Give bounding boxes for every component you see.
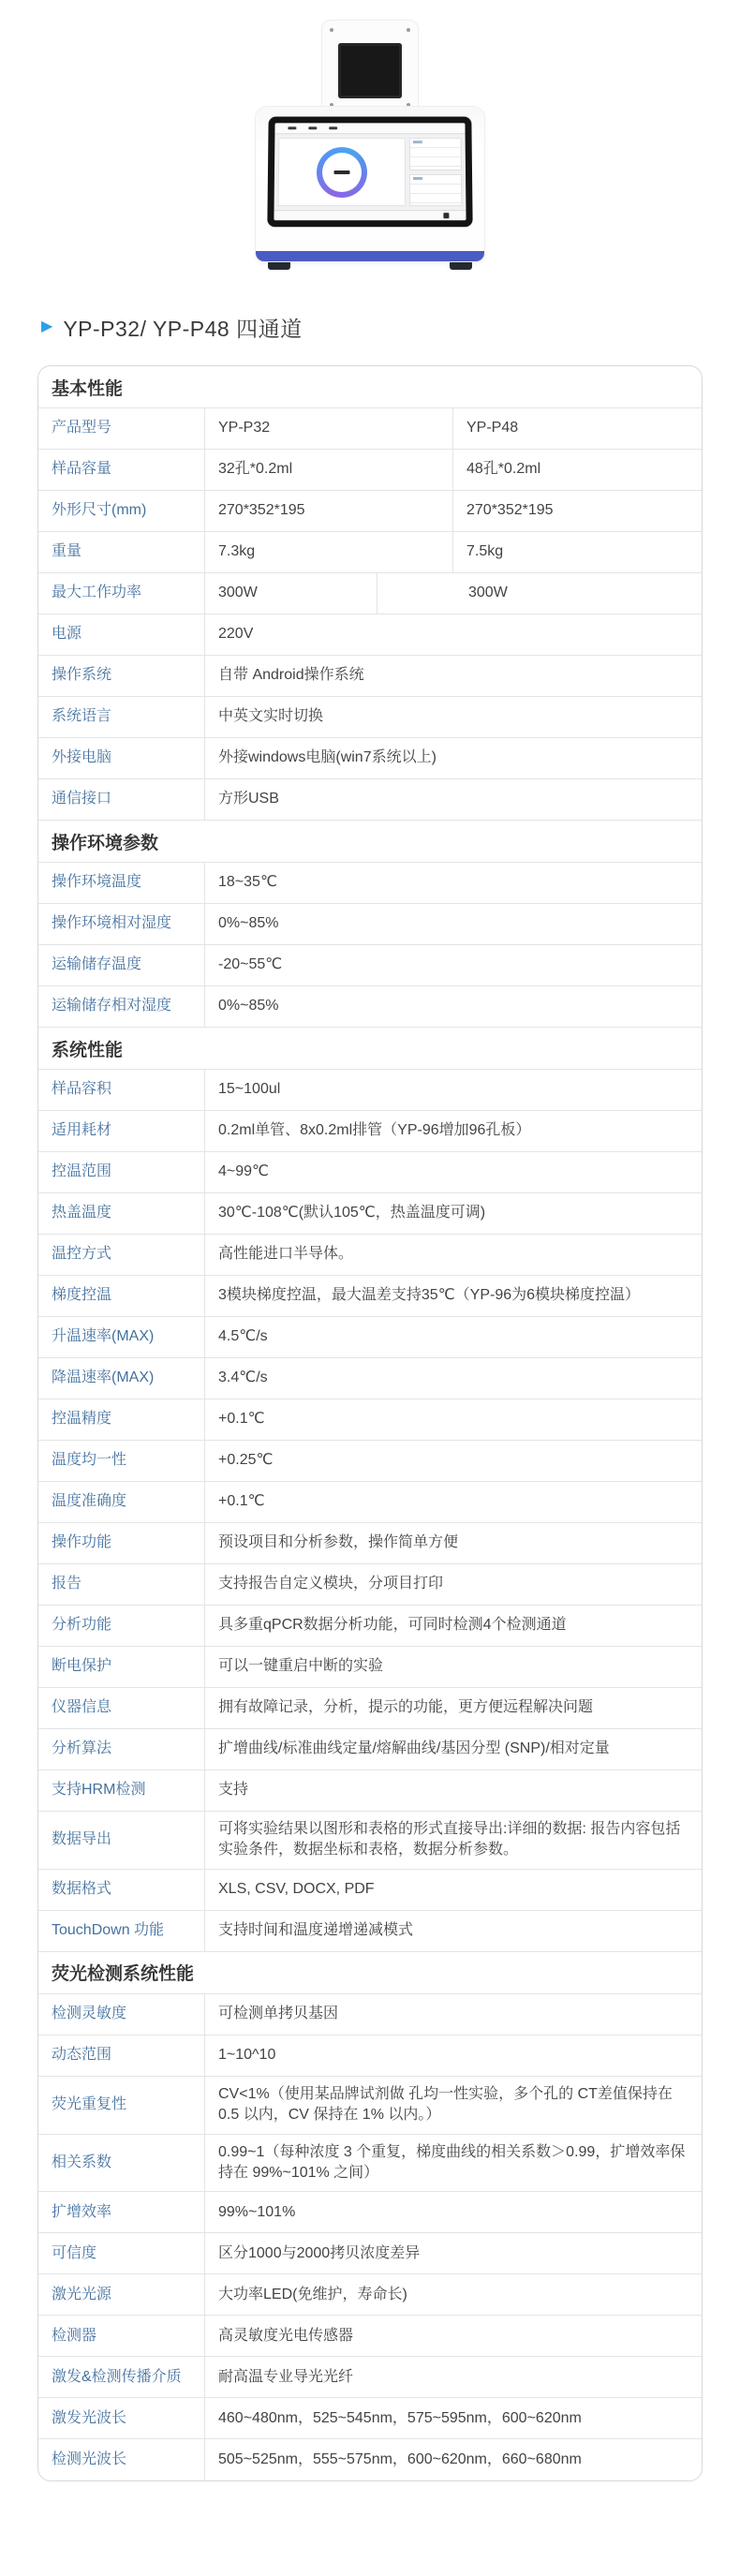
section-header-text: 荧光检测系统性能 bbox=[52, 1964, 195, 1985]
spec-label-text: 可信度 bbox=[52, 2244, 97, 2261]
spec-label bbox=[38, 614, 205, 655]
spec-value-text: 外接windows电脑(win7系统以上) bbox=[218, 749, 437, 766]
spec-label-text: 通信接口 bbox=[52, 791, 112, 807]
spec-value bbox=[453, 450, 702, 490]
screen-side-panels bbox=[409, 138, 463, 206]
spec-value bbox=[205, 986, 702, 1027]
spec-row bbox=[38, 2077, 702, 2135]
spec-label bbox=[38, 1358, 205, 1399]
screen-tab-icon bbox=[288, 126, 296, 129]
spec-row bbox=[38, 491, 702, 532]
spec-label bbox=[38, 2233, 205, 2273]
spec-row bbox=[38, 1911, 702, 1952]
spec-row bbox=[38, 2233, 702, 2274]
spec-value bbox=[205, 450, 453, 490]
spec-label-text: 温控方式 bbox=[52, 1246, 112, 1263]
spec-row bbox=[38, 1152, 702, 1193]
spec-value bbox=[205, 1647, 702, 1687]
spec-value bbox=[205, 1911, 702, 1951]
spec-row bbox=[38, 408, 702, 450]
spec-label-text: 产品型号 bbox=[52, 420, 112, 437]
spec-label-text: 分析算法 bbox=[52, 1740, 112, 1757]
spec-label-text: 检测光波长 bbox=[52, 2451, 127, 2468]
spec-row bbox=[38, 656, 702, 697]
ring-center-label bbox=[333, 170, 349, 174]
spec-value-text: 4.5℃/s bbox=[218, 1328, 268, 1345]
spec-label bbox=[38, 2192, 205, 2232]
spec-value-text: 可以一键重启中断的实验 bbox=[218, 1658, 384, 1675]
spec-label bbox=[38, 1399, 205, 1440]
device-feet bbox=[253, 260, 487, 270]
spec-value bbox=[453, 491, 702, 531]
spec-label bbox=[38, 986, 205, 1027]
page-title-text: YP-P32/ YP-P48 四通道 bbox=[63, 316, 303, 341]
spec-value bbox=[453, 532, 702, 572]
spec-label-text: 重量 bbox=[52, 543, 82, 560]
page-title bbox=[41, 311, 740, 343]
spec-label bbox=[38, 2439, 205, 2480]
spec-value bbox=[205, 491, 453, 531]
spec-value bbox=[205, 2036, 702, 2076]
spec-label-text: TouchDown 功能 bbox=[52, 1922, 165, 1939]
spec-label-text: 温度均一性 bbox=[52, 1452, 127, 1469]
spec-row bbox=[38, 1358, 702, 1399]
spec-label-text: 温度准确度 bbox=[52, 1493, 127, 1510]
spec-value bbox=[205, 1070, 702, 1110]
spec-value bbox=[205, 614, 702, 655]
spec-label bbox=[38, 2077, 205, 2134]
qpcr-device bbox=[253, 21, 487, 270]
spec-value-text: 可将实验结果以图形和表格的形式直接导出:详细的数据: 报告内容包括实验条件，数据坐标和表格，数据分析参数。 bbox=[218, 1821, 681, 1858]
section-header-text: 系统性能 bbox=[52, 1040, 124, 1060]
spec-value-text: +0.25℃ bbox=[218, 1452, 274, 1469]
spec-value bbox=[205, 2077, 702, 2134]
spec-value bbox=[205, 2398, 702, 2438]
spec-value bbox=[205, 1152, 702, 1192]
screen-tab-icon bbox=[329, 126, 337, 129]
spec-value-text: 大功率LED(免维护，寿命长) bbox=[218, 2286, 407, 2302]
spec-label bbox=[38, 1729, 205, 1769]
spec-value-text: 拥有故障记录，分析，提示的功能，更方便远程解决问题 bbox=[218, 1699, 594, 1716]
spec-value bbox=[205, 697, 702, 737]
spec-value bbox=[205, 738, 702, 778]
spec-label bbox=[38, 1070, 205, 1110]
spec-label-text: 操作系统 bbox=[52, 667, 112, 684]
spec-value bbox=[205, 779, 702, 820]
spec-value bbox=[205, 2439, 702, 2480]
spec-value-text: 7.3kg bbox=[218, 543, 256, 560]
screen-tab-icon bbox=[308, 126, 317, 129]
spec-row bbox=[38, 738, 702, 779]
spec-label-text: 外接电脑 bbox=[52, 749, 112, 766]
spec-label-text: 操作环境温度 bbox=[52, 874, 142, 891]
spec-label-text: 激发&检测传播介质 bbox=[52, 2368, 182, 2385]
spec-value-text: 460~480nm，525~545nm，575~595nm，600~620nm bbox=[218, 2409, 582, 2426]
spec-value bbox=[205, 2316, 702, 2356]
spec-value-text: 扩增曲线/标准曲线定量/熔解曲线/基因分型 (SNP)/相对定量 bbox=[218, 1740, 610, 1757]
spec-label bbox=[38, 2398, 205, 2438]
spec-row bbox=[38, 1870, 702, 1911]
spec-label bbox=[38, 1152, 205, 1192]
spec-value-text: 耐高温专业导光光纤 bbox=[218, 2368, 354, 2385]
spec-row bbox=[38, 450, 702, 491]
spec-row bbox=[38, 2316, 702, 2357]
spec-value-text: 32孔*0.2ml bbox=[218, 461, 293, 478]
spec-label bbox=[38, 1812, 205, 1869]
lid-window bbox=[338, 43, 402, 98]
screen-toolbar bbox=[274, 123, 465, 134]
spec-label bbox=[38, 2316, 205, 2356]
spec-value bbox=[205, 1358, 702, 1399]
spec-row bbox=[38, 1770, 702, 1812]
device-base bbox=[256, 227, 484, 251]
spec-value-text: YP-P48 bbox=[466, 420, 519, 437]
spec-value-text: 0.2ml单管、8x0.2ml排管（YP-96增加96孔板） bbox=[218, 1122, 531, 1139]
product-photo bbox=[0, 0, 740, 298]
spec-value bbox=[205, 1729, 702, 1769]
spec-value-text: 具多重qPCR数据分析功能，可同时检测4个检测通道 bbox=[218, 1617, 567, 1634]
spec-value bbox=[205, 532, 453, 572]
section-header bbox=[38, 366, 702, 408]
screw-icon bbox=[407, 28, 410, 32]
spec-row bbox=[38, 1317, 702, 1358]
spec-value bbox=[453, 408, 702, 449]
spec-row bbox=[38, 532, 702, 573]
spec-row bbox=[38, 986, 702, 1028]
spec-label bbox=[38, 2036, 205, 2076]
device-screen-ui bbox=[274, 123, 466, 220]
spec-value bbox=[205, 904, 702, 944]
spec-label-text: 降温速率(MAX) bbox=[52, 1369, 155, 1386]
spec-value-text: CV<1%（使用某品牌试剂做 孔均一性实验，多个孔的 CT差值保持在 0.5 以内，CV 保持在 1% 以内。） bbox=[218, 2085, 673, 2124]
spec-value bbox=[205, 1399, 702, 1440]
spec-row bbox=[38, 2192, 702, 2233]
spec-label-text: 数据格式 bbox=[52, 1881, 112, 1898]
title-arrow-icon: ▶ bbox=[41, 318, 53, 334]
spec-row bbox=[38, 2036, 702, 2077]
spec-row bbox=[38, 1994, 702, 2036]
spec-value-text: 48孔*0.2ml bbox=[466, 461, 541, 478]
spec-row bbox=[38, 1441, 702, 1482]
spec-label bbox=[38, 450, 205, 490]
spec-label-text: 操作功能 bbox=[52, 1534, 112, 1551]
spec-value-text: 方形USB bbox=[218, 791, 279, 807]
spec-value-text: XLS, CSV, DOCX, PDF bbox=[218, 1881, 375, 1898]
device-body bbox=[256, 107, 484, 261]
spec-value-text: 3模块梯度控温，最大温差支持35℃（YP-96为6模块梯度控温） bbox=[218, 1287, 641, 1304]
spec-row bbox=[38, 945, 702, 986]
spec-label-text: 系统语言 bbox=[52, 708, 112, 725]
spec-row bbox=[38, 904, 702, 945]
spec-value-text: 0.99~1（每种浓度 3 个重复，梯度曲线的相关系数＞0.99，扩增效率保持在 99%~101% 之间） bbox=[218, 2143, 686, 2181]
spec-value bbox=[205, 1317, 702, 1357]
spec-label bbox=[38, 1994, 205, 2035]
spec-value bbox=[205, 656, 702, 696]
spec-row bbox=[38, 2398, 702, 2439]
spec-label bbox=[38, 1688, 205, 1728]
spec-value-text: 300W bbox=[218, 585, 258, 601]
spec-label bbox=[38, 2357, 205, 2397]
spec-value-text: 支持时间和温度递增递减模式 bbox=[218, 1922, 414, 1939]
spec-label bbox=[38, 573, 205, 614]
spec-label-text: 激发光波长 bbox=[52, 2409, 127, 2426]
spec-label-text: 外形尺寸(mm) bbox=[52, 502, 147, 519]
spec-label-text: 报告 bbox=[52, 1576, 82, 1592]
spec-label bbox=[38, 1911, 205, 1951]
spec-row bbox=[38, 573, 702, 614]
spec-label-text: 检测灵敏度 bbox=[52, 2006, 127, 2022]
section-header bbox=[38, 1028, 702, 1070]
spec-value bbox=[205, 1688, 702, 1728]
spec-row bbox=[38, 779, 702, 821]
spec-value-text: 自带 Android操作系统 bbox=[218, 667, 364, 684]
spec-label bbox=[38, 1111, 205, 1151]
spec-value bbox=[377, 573, 702, 614]
spec-row bbox=[38, 863, 702, 904]
screen-list-panel bbox=[409, 138, 462, 170]
spec-label bbox=[38, 863, 205, 903]
spec-label bbox=[38, 904, 205, 944]
spec-label-text: 控温精度 bbox=[52, 1411, 112, 1428]
spec-value-text: -20~55℃ bbox=[218, 956, 283, 973]
spec-label-text: 荧光重复性 bbox=[52, 2095, 127, 2112]
screen-plot-panel bbox=[278, 138, 407, 206]
spec-value-text: 支持报告自定义模块，分项目打印 bbox=[218, 1576, 444, 1592]
section-header-text: 操作环境参数 bbox=[52, 833, 159, 853]
spec-label bbox=[38, 1606, 205, 1646]
spec-value-text: 0%~85% bbox=[218, 998, 279, 1014]
spec-value bbox=[205, 2192, 702, 2232]
spec-value-text: 270*352*195 bbox=[466, 502, 554, 519]
spec-value bbox=[205, 573, 377, 614]
device-lid bbox=[322, 21, 418, 114]
spec-value bbox=[205, 945, 702, 985]
spec-value bbox=[205, 1770, 702, 1811]
spec-label-text: 相关系数 bbox=[52, 2154, 112, 2170]
spec-value-text: 中英文实时切换 bbox=[218, 708, 324, 725]
spec-value bbox=[205, 1994, 702, 2035]
spec-value-text: 300W bbox=[468, 585, 508, 601]
spec-value-text: 4~99℃ bbox=[218, 1163, 270, 1180]
spec-row bbox=[38, 1729, 702, 1770]
spec-label bbox=[38, 1870, 205, 1910]
spec-table bbox=[37, 365, 703, 2481]
device-foot bbox=[450, 260, 472, 270]
spec-value-text: 220V bbox=[218, 626, 254, 643]
spec-row bbox=[38, 2274, 702, 2316]
spec-value bbox=[205, 2135, 702, 2192]
spec-label-text: 数据导出 bbox=[52, 1831, 112, 1848]
spec-row bbox=[38, 1193, 702, 1235]
spec-value bbox=[205, 2274, 702, 2315]
base-blue-stripe bbox=[256, 251, 484, 261]
spec-label bbox=[38, 408, 205, 449]
spec-value-text: 3.4℃/s bbox=[218, 1369, 268, 1386]
spec-label bbox=[38, 1193, 205, 1234]
screen-list-panel bbox=[409, 173, 462, 206]
spec-row bbox=[38, 614, 702, 656]
spec-label bbox=[38, 1276, 205, 1316]
spec-label bbox=[38, 1482, 205, 1522]
spec-label-text: 断电保护 bbox=[52, 1658, 112, 1675]
spec-label bbox=[38, 945, 205, 985]
screw-icon bbox=[330, 28, 333, 32]
spec-row bbox=[38, 1111, 702, 1152]
spec-value-text: 1~10^10 bbox=[218, 2047, 276, 2064]
spec-value-text: 可检测单拷贝基因 bbox=[218, 2006, 339, 2022]
spec-label bbox=[38, 1441, 205, 1481]
spec-value-text: 15~100ul bbox=[218, 1081, 281, 1098]
spec-row bbox=[38, 1564, 702, 1606]
spec-value bbox=[205, 1870, 702, 1910]
spec-label bbox=[38, 1564, 205, 1605]
device-foot bbox=[268, 260, 290, 270]
spec-value bbox=[205, 1812, 702, 1869]
screen-statusbar bbox=[274, 210, 466, 220]
spec-value-text: YP-P32 bbox=[218, 420, 271, 437]
spec-label-text: 分析功能 bbox=[52, 1617, 112, 1634]
spec-label-text: 运输储存相对湿度 bbox=[52, 998, 172, 1014]
spec-value bbox=[205, 1482, 702, 1522]
spec-label-text: 支持HRM检测 bbox=[52, 1782, 146, 1799]
spec-value-text: 高性能进口半导体。 bbox=[218, 1246, 354, 1263]
spec-label-text: 热盖温度 bbox=[52, 1205, 112, 1221]
spec-value-text: 18~35℃ bbox=[218, 874, 277, 891]
spec-label bbox=[38, 2135, 205, 2192]
spec-value-text: 7.5kg bbox=[466, 543, 504, 560]
spec-label-text: 样品容积 bbox=[52, 1081, 112, 1098]
spec-label-text: 适用耗材 bbox=[52, 1122, 112, 1139]
spec-label-text: 运输储存温度 bbox=[52, 956, 142, 973]
spec-label-text: 仪器信息 bbox=[52, 1699, 112, 1716]
spec-value bbox=[205, 1441, 702, 1481]
spec-label bbox=[38, 532, 205, 572]
spec-value-text: 高灵敏度光电传感器 bbox=[218, 2327, 354, 2344]
spec-value-text: 505~525nm，555~575nm，600~620nm，660~680nm bbox=[218, 2451, 582, 2468]
spec-row bbox=[38, 697, 702, 738]
spec-row bbox=[38, 2357, 702, 2398]
spec-value bbox=[205, 1523, 702, 1563]
spec-value bbox=[205, 1276, 702, 1316]
spec-value bbox=[205, 863, 702, 903]
spec-label-text: 梯度控温 bbox=[52, 1287, 112, 1304]
spec-label-text: 检测器 bbox=[52, 2327, 97, 2344]
spec-label-text: 控温范围 bbox=[52, 1163, 112, 1180]
spec-value bbox=[205, 2233, 702, 2273]
spec-row bbox=[38, 1482, 702, 1523]
screen-main-area bbox=[274, 134, 466, 210]
spec-label bbox=[38, 656, 205, 696]
spec-label-text: 最大工作功率 bbox=[52, 585, 142, 601]
spec-value bbox=[205, 1235, 702, 1275]
spec-value bbox=[205, 2357, 702, 2397]
spec-row bbox=[38, 1606, 702, 1647]
spec-row bbox=[38, 1523, 702, 1564]
spec-label-text: 样品容量 bbox=[52, 461, 112, 478]
spec-value-text: +0.1℃ bbox=[218, 1493, 265, 1510]
spec-row bbox=[38, 2439, 702, 2480]
spec-value-text: +0.1℃ bbox=[218, 1411, 265, 1428]
spec-row bbox=[38, 1070, 702, 1111]
spec-value-text: 预设项目和分析参数，操作简单方便 bbox=[218, 1534, 459, 1551]
spec-value-text: 30℃-108℃(默认105℃，热盖温度可调) bbox=[218, 1205, 486, 1221]
spec-row bbox=[38, 2135, 702, 2193]
spec-row bbox=[38, 1276, 702, 1317]
spec-label-text: 扩增效率 bbox=[52, 2203, 112, 2220]
spec-label bbox=[38, 1647, 205, 1687]
spec-value-text: 0%~85% bbox=[218, 915, 279, 932]
spec-label-text: 升温速率(MAX) bbox=[52, 1328, 155, 1345]
spec-row bbox=[38, 1235, 702, 1276]
section-header bbox=[38, 821, 702, 863]
section-header-text: 基本性能 bbox=[52, 378, 124, 399]
spec-row bbox=[38, 1812, 702, 1870]
spec-value-text: 区分1000与2000拷贝浓度差异 bbox=[218, 2244, 421, 2261]
spec-label bbox=[38, 1317, 205, 1357]
section-header bbox=[38, 1952, 702, 1994]
spec-label bbox=[38, 491, 205, 531]
spec-value-text: 99%~101% bbox=[218, 2203, 296, 2220]
spec-value-text: 270*352*195 bbox=[218, 502, 305, 519]
spec-value bbox=[205, 1193, 702, 1234]
spec-value bbox=[205, 1564, 702, 1605]
spec-label-text: 动态范围 bbox=[52, 2047, 112, 2064]
spec-label bbox=[38, 697, 205, 737]
spec-label-text: 电源 bbox=[52, 626, 82, 643]
spec-row bbox=[38, 1399, 702, 1441]
spec-value bbox=[205, 1111, 702, 1151]
spec-label bbox=[38, 738, 205, 778]
device-touchscreen bbox=[267, 116, 472, 227]
spec-label bbox=[38, 779, 205, 820]
spec-label-text: 激光光源 bbox=[52, 2286, 112, 2302]
spec-value bbox=[205, 408, 453, 449]
spec-value bbox=[205, 1606, 702, 1646]
spec-row bbox=[38, 1688, 702, 1729]
spec-label-text: 操作环境相对湿度 bbox=[52, 915, 172, 932]
spec-label bbox=[38, 2274, 205, 2315]
spec-label bbox=[38, 1235, 205, 1275]
spec-label bbox=[38, 1770, 205, 1811]
spec-row bbox=[38, 1647, 702, 1688]
spec-value-text: 支持 bbox=[218, 1782, 249, 1799]
spec-label bbox=[38, 1523, 205, 1563]
